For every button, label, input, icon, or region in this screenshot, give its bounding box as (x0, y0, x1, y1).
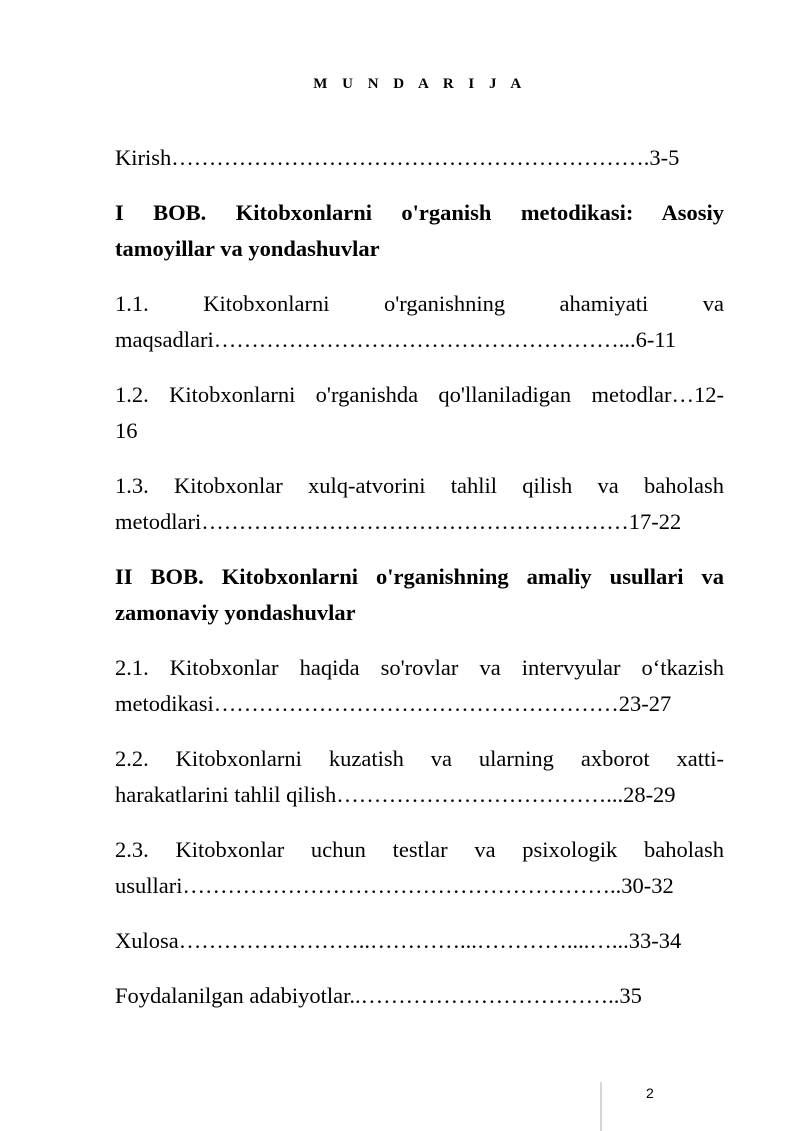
toc-line: harakatlarini tahlil qilish………………………………...28-29 (115, 782, 676, 807)
toc-line: metodikasi………………………………………………23-27 (115, 691, 672, 716)
toc-entry-kirish (115, 140, 724, 176)
toc-entry-xulosa (115, 923, 724, 959)
toc-line: Xulosa……………………..…………...…………....…...33-34 (115, 928, 682, 953)
toc-line: 16 (115, 418, 138, 443)
toc-line: II BOB. Kitobxonlarni o'rganishning amaliy usullari va (115, 564, 724, 589)
table-of-contents (115, 140, 724, 1033)
toc-entry-1-2 (115, 377, 724, 449)
toc-line: 2.2. Kitobxonlarni kuzatish va ularning axborot xatti- (115, 746, 724, 771)
contents-heading: M U N D A R I J A (313, 76, 527, 92)
toc-entry-2-3 (115, 832, 724, 904)
page-number: 2 (646, 1085, 654, 1101)
toc-line: zamonaviy yondashuvlar (115, 600, 356, 625)
toc-line: I BOB. Kitobxonlarni o'rganish metodikasi: Asosiy (115, 200, 724, 225)
toc-line: tamoyillar va yondashuvlar (115, 236, 380, 261)
toc-line: Kirish……………………………………………………….3-5 (115, 145, 680, 170)
toc-entry-references (115, 978, 724, 1014)
toc-line: 1.1. Kitobxonlarni o'rganishning ahamiyati va (115, 291, 724, 316)
toc-line: usullari…………………………………………………..30-32 (115, 873, 674, 898)
toc-entry-2-1 (115, 650, 724, 722)
toc-chapter-2 (115, 559, 724, 631)
toc-chapter-1 (115, 195, 724, 267)
toc-line: 1.3. Kitobxonlar xulq-atvorini tahlil qilish va baholash (115, 473, 724, 498)
toc-entry-1-1 (115, 286, 724, 358)
toc-entry-1-3 (115, 468, 724, 540)
toc-line: 2.3. Kitobxonlar uchun testlar va psixologik baholash (115, 837, 724, 862)
toc-line: Foydalanilgan adabiyotlar..……………………………..35 (115, 983, 642, 1008)
toc-entry-2-2 (115, 741, 724, 813)
page-edge-divider (600, 1082, 602, 1131)
toc-line: 1.2. Kitobxonlarni o'rganishda qo'llaniladigan metodlar…12- (115, 382, 724, 407)
toc-line: maqsadlari………………………………………………...6-11 (115, 327, 676, 352)
toc-line: metodlari…………………………………………………17-22 (115, 509, 682, 534)
toc-line: 2.1. Kitobxonlar haqida so'rovlar va intervyular o‘tkazish (115, 655, 724, 680)
